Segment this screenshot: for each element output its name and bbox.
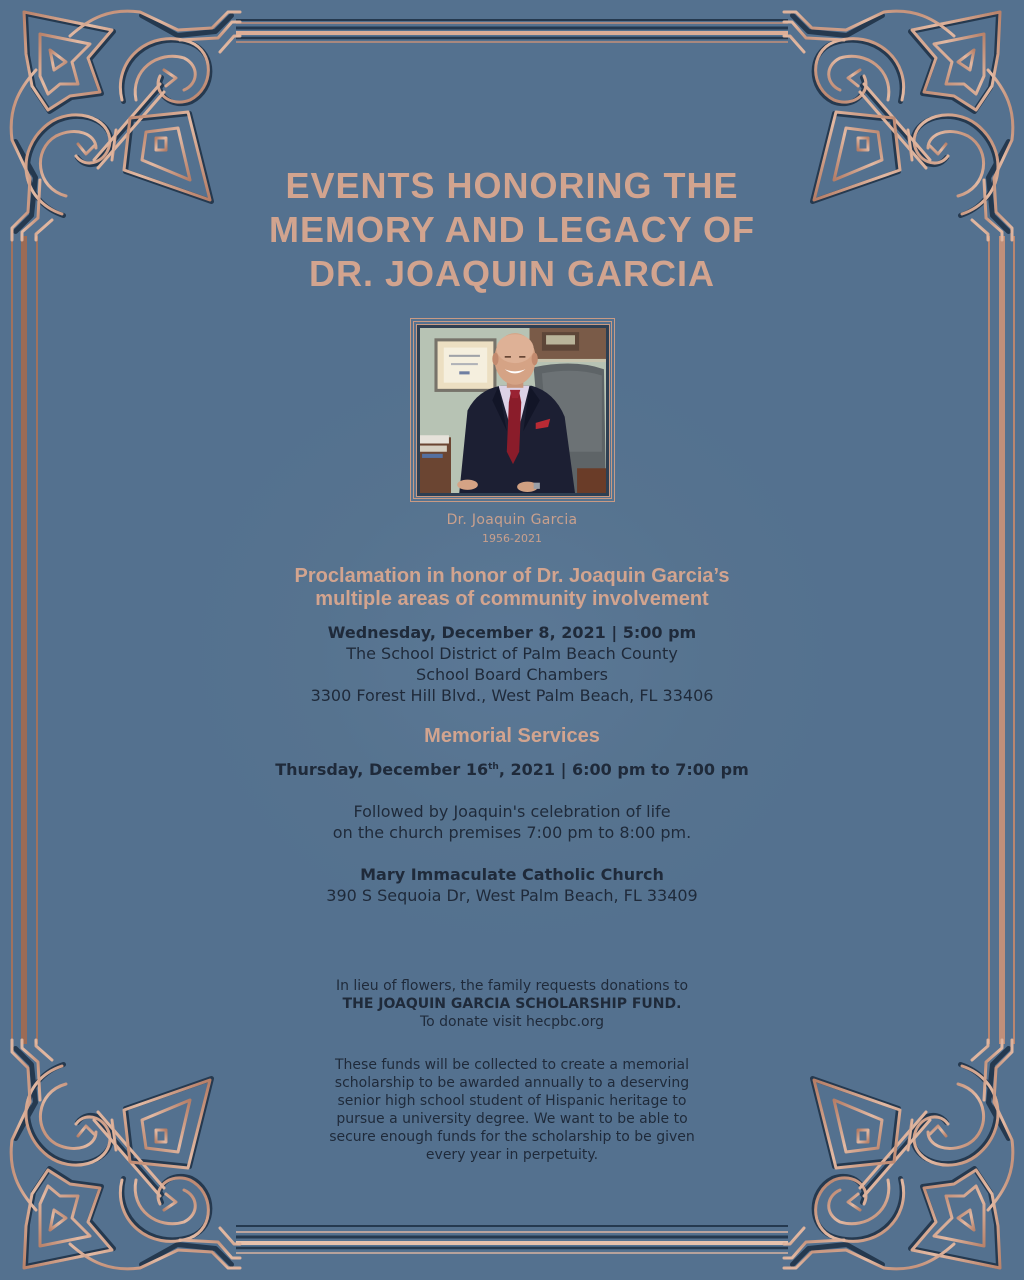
donation-visit-prefix: To donate visit: [419, 1014, 526, 1030]
description-line: secure enough funds for the scholarship to be given: [329, 1129, 695, 1145]
memorial-date-ordinal: th: [488, 762, 499, 772]
church-name: Mary Immaculate Catholic Church: [360, 865, 664, 884]
donation-request: [0, 977, 1024, 1031]
heading-line: Proclamation in honor of Dr. Joaquin Garcia’s: [294, 565, 730, 587]
donation-visit-line: [0, 1013, 1024, 1031]
description-line: senior high school student of Hispanic heritage to: [337, 1093, 687, 1109]
church-location: [0, 864, 1024, 906]
celebration-line: Followed by Joaquin's celebration of life: [353, 802, 671, 821]
page-title: [0, 164, 1024, 296]
memorial-date-time: [0, 759, 1024, 780]
scholarship-description: [0, 1056, 1024, 1164]
celebration-line: on the church premises 7:00 pm to 8:00 pm.: [332, 823, 692, 842]
description-line: These funds will be collected to create a memorial: [334, 1057, 689, 1073]
celebration-of-life-note: [0, 801, 1024, 843]
heading-line: multiple areas of community involvement: [315, 588, 709, 610]
portrait-frame: [410, 318, 615, 502]
title-line: DR. JOAQUIN GARCIA: [308, 253, 716, 294]
scholarship-fund-name: THE JOAQUIN GARCIA SCHOLARSHIP FUND.: [342, 996, 682, 1012]
title-line: EVENTS HONORING THE: [285, 165, 739, 206]
proclamation-date-time: Wednesday, December 8, 2021 | 5:00 pm: [327, 623, 697, 642]
description-line: every year in perpetuity.: [425, 1147, 599, 1163]
donation-link[interactable]: hecpbc.org: [525, 1014, 605, 1030]
portrait-photo: [420, 328, 606, 493]
description-line: scholarship to be awarded annually to a deserving: [334, 1075, 690, 1091]
proclamation-address: 3300 Forest Hill Blvd., West Palm Beach, FL 33406: [310, 686, 714, 705]
memorial-date-prefix: Thursday, December 16: [275, 760, 489, 779]
church-address: 390 S Sequoia Dr, West Palm Beach, FL 33409: [326, 886, 698, 905]
title-line: MEMORY AND LEGACY OF: [268, 209, 756, 250]
memorial-date-rest: , 2021 | 6:00 pm to 7:00 pm: [498, 760, 749, 779]
donation-intro: In lieu of flowers, the family requests donations to: [335, 978, 689, 994]
portrait-caption-name: Dr. Joaquin Garcia: [446, 512, 578, 528]
portrait-caption-years: 1956-2021: [482, 532, 542, 545]
memorial-heading: Memorial Services: [424, 725, 600, 747]
description-line: pursue a university degree. We want to be able to: [336, 1111, 688, 1127]
proclamation-heading: [0, 565, 1024, 611]
proclamation-venue: The School District of Palm Beach County: [346, 644, 678, 663]
proclamation-details: [0, 622, 1024, 706]
proclamation-room: School Board Chambers: [416, 665, 608, 684]
